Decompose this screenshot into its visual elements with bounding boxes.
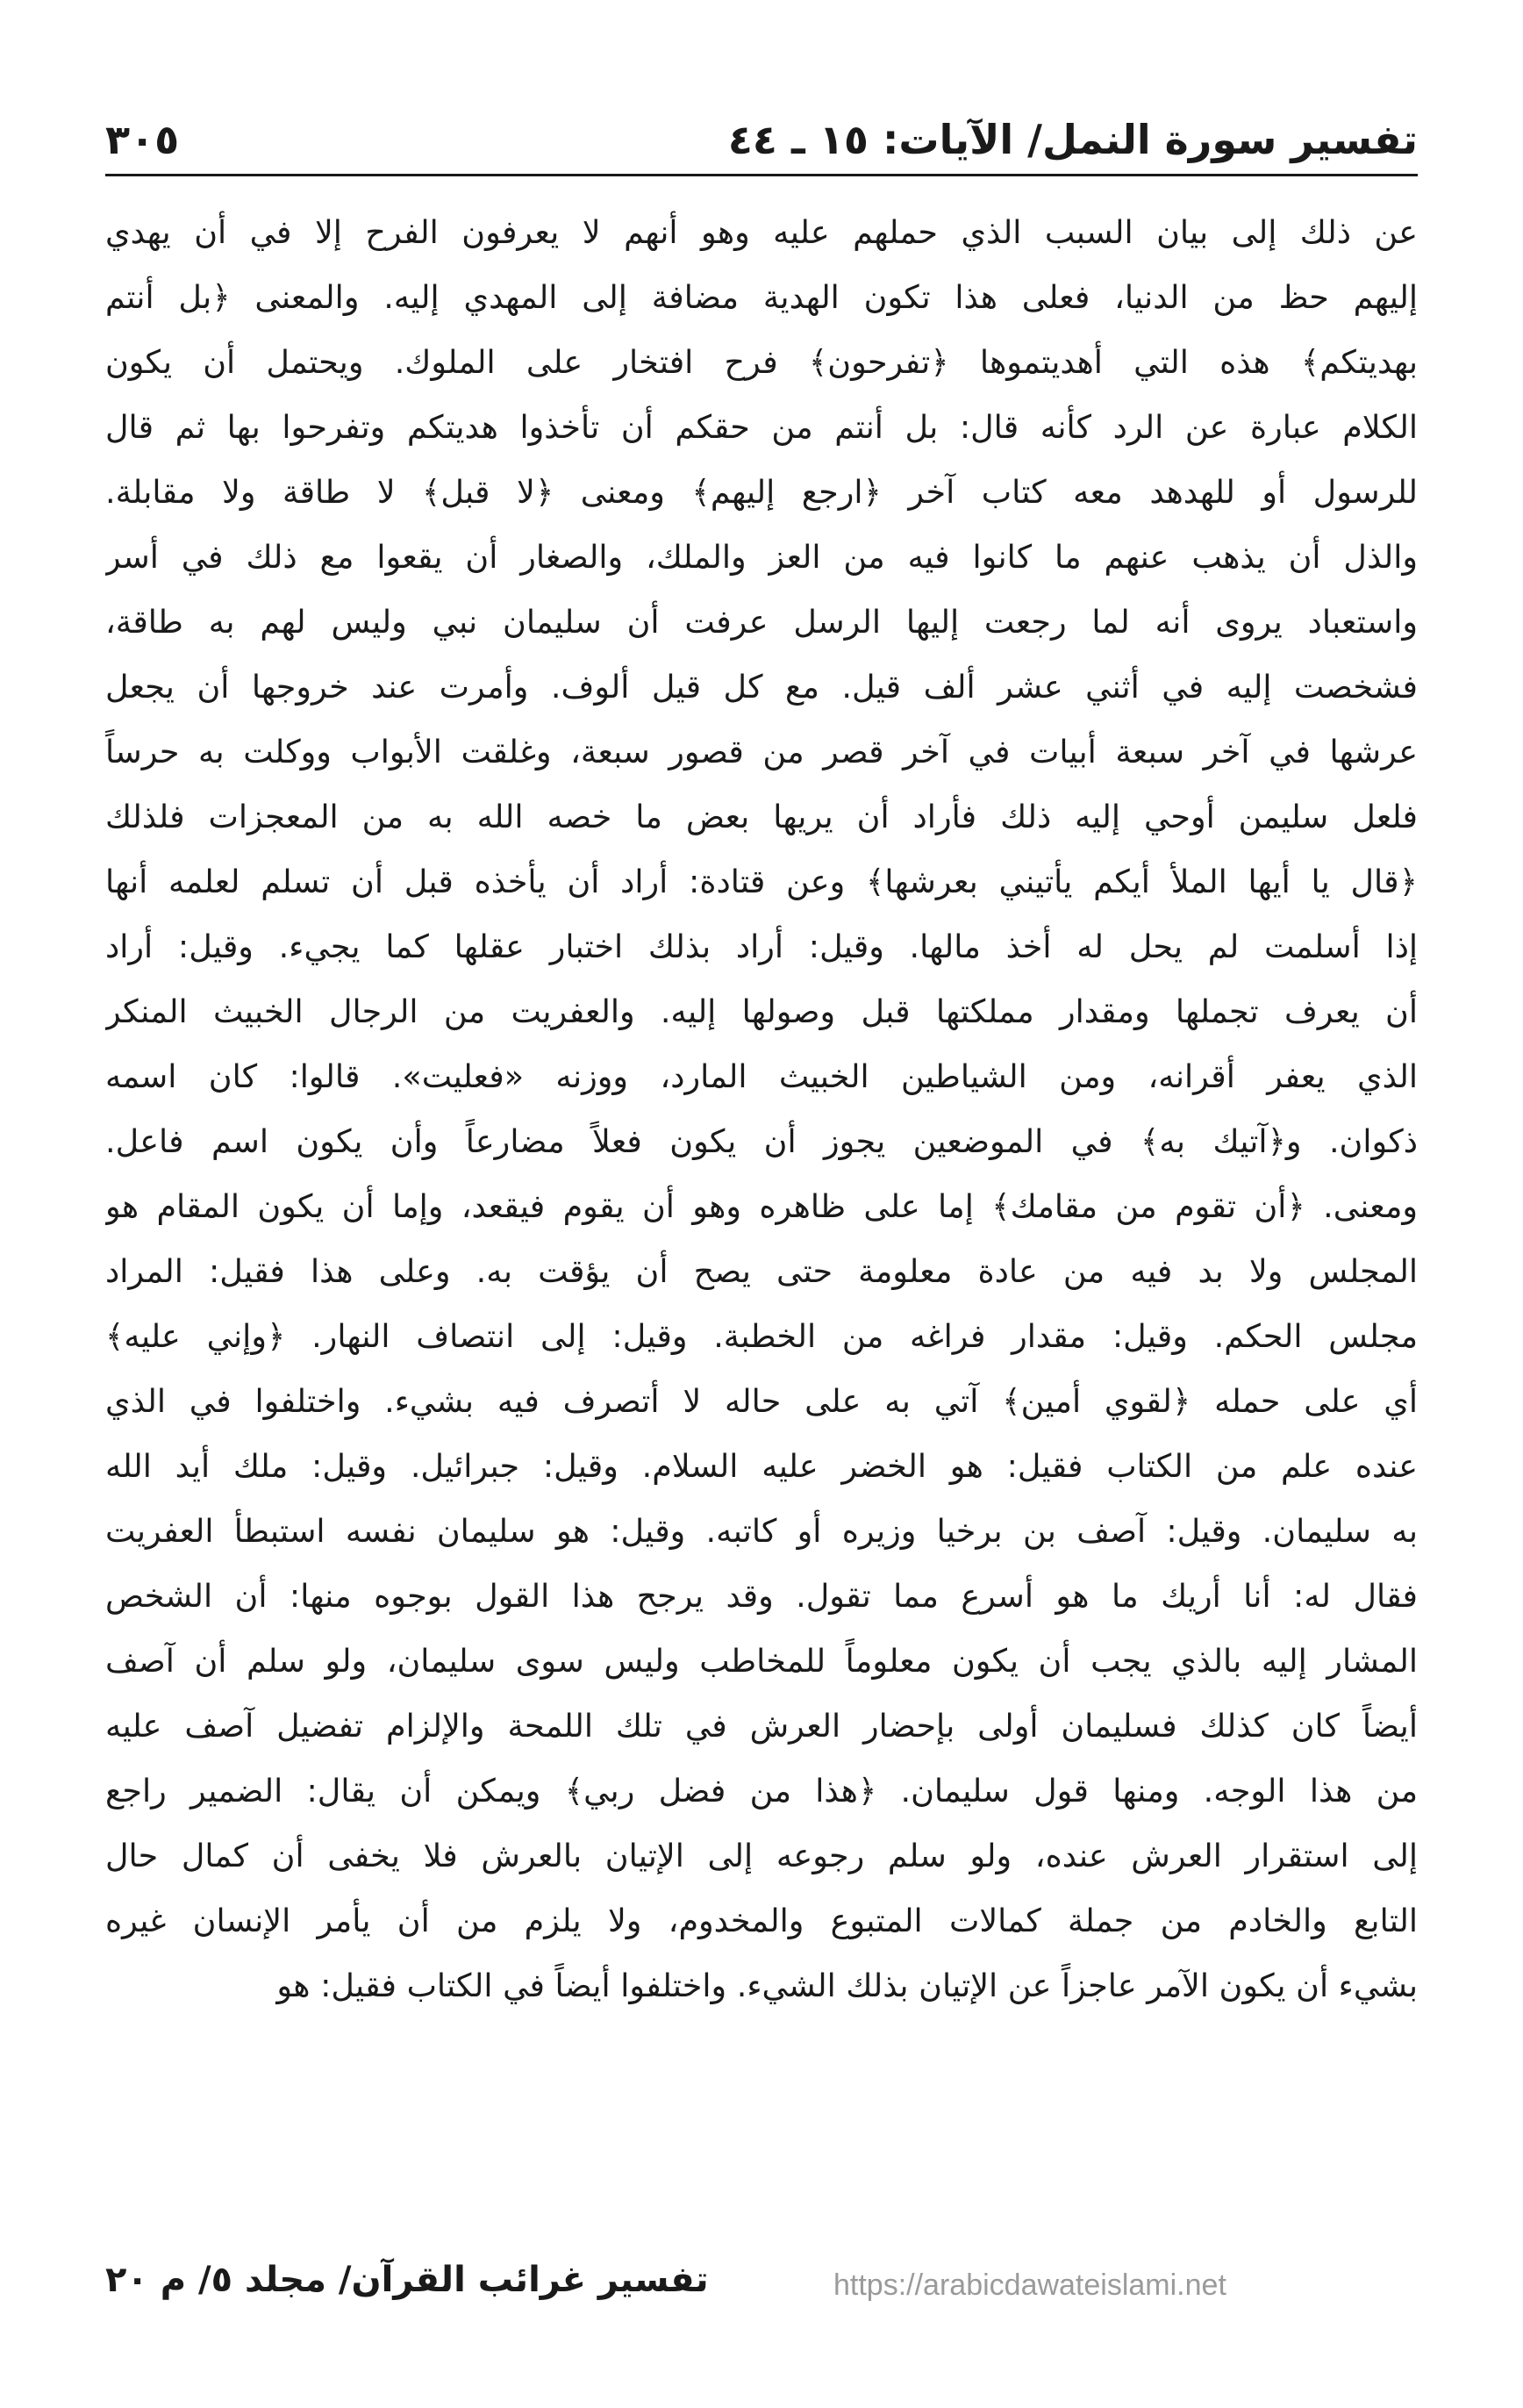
- text-line: واستعباد يروى أنه لما رجعت إليها الرسل عرفت أن سليمان نبي وليس لهم به طاقة،: [105, 603, 1418, 641]
- text-line: عنده علم من الكتاب فقيل: هو الخضر عليه السلام. وقيل: جبرائيل. وقيل: ملك أيد الله: [105, 1447, 1418, 1485]
- text-line: فشخصت إليه في أثني عشر ألف قيل. مع كل قيل ألوف. وأمرت عند خروجها أن يجعل: [105, 668, 1418, 706]
- text-line: بشيء أن يكون الآمر عاجزاً عن الإتيان بذلك الشيء. واختلفوا أيضاً في الكتاب فقيل: هو: [276, 1967, 1418, 2004]
- text-line: المجلس ولا بد فيه من عادة معلومة حتى يصح أن يؤقت به. وعلى هذا فقيل: المراد: [105, 1252, 1418, 1290]
- text-line: عن ذلك إلى بيان السبب الذي حملهم عليه وهو أنهم لا يعرفون الفرح إلا في أن يهدي: [105, 213, 1418, 251]
- running-title: تفسير سورة النمل/ الآيات: ١٥ ـ ٤٤: [727, 116, 1418, 163]
- header-divider: [105, 174, 1418, 176]
- page-number: ٣٠٥: [105, 116, 180, 163]
- text-line: ﴿قال يا أيها الملأ أيكم يأتيني بعرشها﴾ وعن قتادة: أراد أن يأخذه قبل أن تسلم لعلمه أنها: [105, 863, 1418, 900]
- text-line: فلعل سليمن أوحي إليه ذلك فأراد أن يريها بعض ما خصه الله به من المعجزات فلذلك: [105, 798, 1418, 835]
- text-line: ومعنى. ﴿أن تقوم من مقامك﴾ إما على ظاهره وهو أن يقوم فيقعد، وإما أن يكون المقام هو: [105, 1187, 1418, 1225]
- text-line: عرشها في آخر سبعة أبيات في آخر قصر من قصور سبعة، وغلقت الأبواب ووكلت به حرساً: [105, 733, 1418, 770]
- text-line: به سليمان. وقيل: آصف بن برخيا وزيره أو كاتبه. وقيل: هو سليمان نفسه استبطأ العفريت: [105, 1512, 1418, 1550]
- text-line: للرسول أو للهدهد معه كتاب آخر ﴿ارجع إليهم﴾ ومعنى ﴿لا قبل﴾ لا طاقة ولا مقابلة.: [105, 473, 1418, 511]
- text-line: بهديتكم﴾ هذه التي أهديتموها ﴿تفرحون﴾ فرح افتخار على الملوك. ويحتمل أن يكون: [105, 343, 1418, 381]
- text-line: الكلام عبارة عن الرد كأنه قال: بل أنتم من حقكم أن تأخذوا هديتكم وتفرحوا بها ثم قال: [105, 408, 1418, 446]
- body-text: [105, 200, 1418, 2210]
- text-line: أي على حمله ﴿لقوي أمين﴾ آتي به على حاله لا أتصرف فيه بشيء. واختلفوا في الذي: [105, 1382, 1418, 1420]
- text-line: التابع والخادم من جملة كمالات المتبوع والمخدوم، ولا يلزم من أن يأمر الإنسان غيره: [105, 1902, 1418, 1939]
- text-line: فقال له: أنا أريك ما هو أسرع مما تقول. وقد يرجح هذا القول بوجوه منها: أن الشخص: [105, 1577, 1418, 1615]
- text-line: الذي يعفر أقرانه، ومن الشياطين الخبيث المارد، ووزنه «فعليت». قالوا: كان اسمه: [105, 1057, 1418, 1095]
- text-line: مجلس الحكم. وقيل: مقدار فراغه من الخطبة. وقيل: إلى انتصاف النهار. ﴿وإني عليه﴾: [105, 1317, 1418, 1355]
- text-line: ذكوان. و﴿آتيك به﴾ في الموضعين يجوز أن يكون فعلاً مضارعاً وأن يكون اسم فاعل.: [105, 1122, 1418, 1160]
- text-line: أيضاً كان كذلك فسليمان أولى بإحضار العرش في تلك اللمحة والإلزام تفضيل آصف عليه: [105, 1707, 1418, 1745]
- watermark-url: https://arabicdawateislami.net: [833, 2268, 1226, 2302]
- text-line: والذل أن يذهب عنهم ما كانوا فيه من العز والملك، والصغار أن يقعوا مع ذلك في أسر: [105, 538, 1418, 576]
- text-line: إذا أسلمت لم يحل له أخذ مالها. وقيل: أراد بذلك اختبار عقلها كما يجيء. وقيل: أراد: [105, 928, 1418, 965]
- text-line: إلى استقرار العرش عنده، ولو سلم رجوعه إلى الإتيان بالعرش فلا يخفى أن كمال حال: [105, 1837, 1418, 1874]
- page-header: [105, 104, 1418, 183]
- text-line: المشار إليه بالذي يجب أن يكون معلوماً للمخاطب وليس سوى سليمان، ولو سلم أن آصف: [105, 1642, 1418, 1680]
- text-line: إليهم حظ من الدنيا، فعلى هذا تكون الهدية مضافة إلى المهدي إليه. والمعنى ﴿بل أنتم: [105, 278, 1418, 316]
- text-line: أن يعرف تجملها ومقدار مملكتها قبل وصولها إليه. والعفريت من الرجال الخبيث المنكر: [105, 993, 1418, 1030]
- text-line: من هذا الوجه. ومنها قول سليمان. ﴿هذا من فضل ربي﴾ ويمكن أن يقال: الضمير راجع: [105, 1772, 1418, 1810]
- footer-signature: تفسير غرائب القرآن/ مجلد ٥/ م ٢٠: [105, 2260, 709, 2300]
